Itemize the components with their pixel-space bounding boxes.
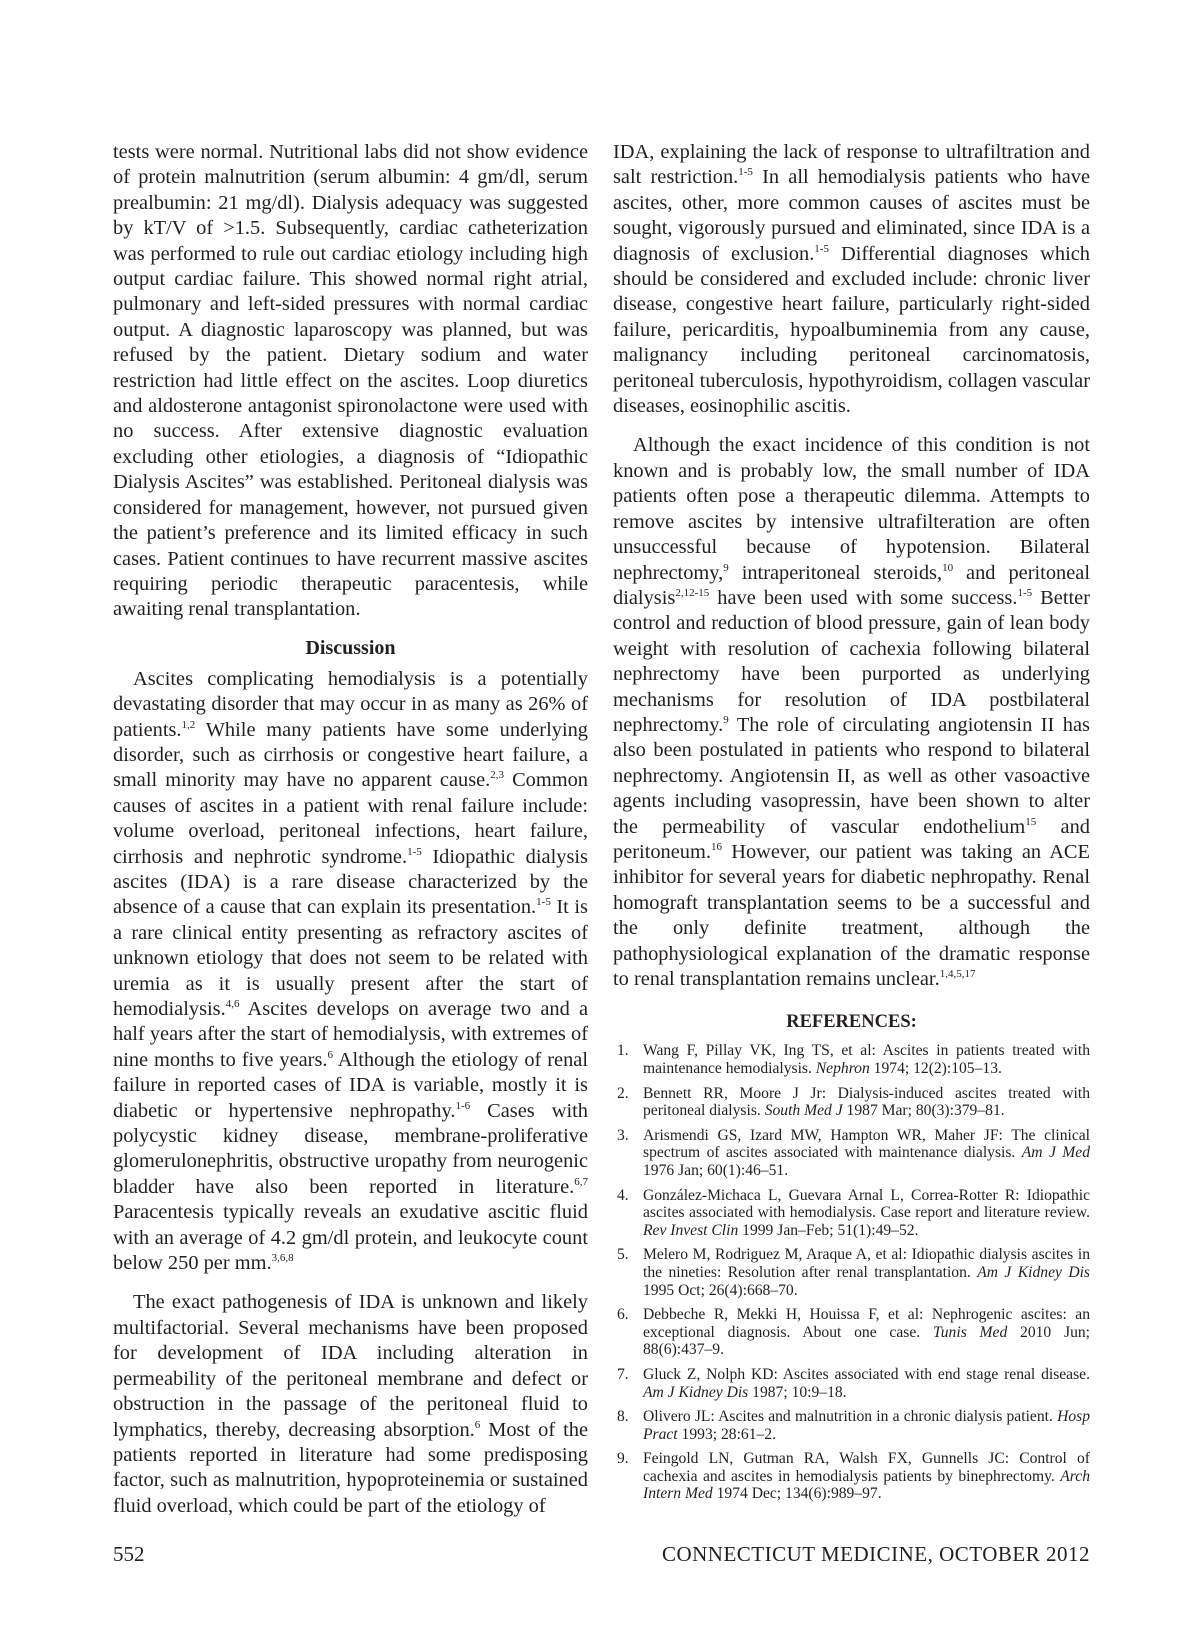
reference-details: 1987 Mar; 80(3):379–81. — [842, 1102, 1005, 1120]
reference-authors-title: Feingold LN, Gutman RA, Walsh FX, Gunnells JC: Control of cachexia and ascites in hemodialysis patients by binephrectomy. — [643, 1450, 1090, 1485]
citation: 6 — [327, 1048, 334, 1061]
citation: 6 — [474, 1418, 481, 1431]
reference-details: 1974; 12(2):105–13. — [869, 1060, 1002, 1077]
reference-number: 8. — [617, 1408, 629, 1426]
citation: 1-5 — [814, 242, 829, 255]
citation: 1-6 — [455, 1099, 471, 1112]
reference-number: 5. — [617, 1246, 629, 1264]
citation: 4,6 — [225, 998, 240, 1010]
references-list — [613, 1042, 1090, 1503]
reference-journal: Tunis Med — [932, 1323, 1008, 1341]
reference-number: 1. — [617, 1042, 629, 1060]
citation: 1-5 — [407, 845, 422, 858]
discussion-heading: Discussion — [305, 636, 396, 659]
citation: 1,4,5,17 — [939, 968, 976, 980]
reference-authors-title: Arismendi GS, Izard MW, Hampton WR, Maher JF: The clinical spectrum of ascites associated with maintenance dialysis. — [643, 1126, 1090, 1162]
reference-item — [613, 1042, 1090, 1077]
references-heading: REFERENCES: — [786, 1012, 917, 1033]
reference-authors-title: Melero M, Rodriguez M, Araque A, et al: Idiopathic dialysis ascites in the nineties: Resolution after renal transplantation. — [643, 1246, 1090, 1281]
reference-details: 1999 Jan–Feb; 51(1):49–52. — [738, 1221, 919, 1239]
citation: 10 — [942, 561, 954, 574]
reference-details: 1976 Jan; 60(1):46–51. — [643, 1161, 789, 1179]
case-continuation-paragraph: tests were normal. Nutritional labs did not show evidence of protein malnutrition (serum albumin: 4 gm/dl, serum prealbumin: 21 mg/dl). Dialysis adequacy was suggested by kT/V of >1.5. Subsequently, cardiac catheterization was performed to rule out cardiac etiology including high output cardiac failure. This showed normal right atrial, pulmonary and left-sided pressures with normal cardiac output. A diagnostic laparoscopy was planned, but was refused by the patient. Dietary sodium and water restriction had little effect on the ascites. Loop diuretics and aldosterone antagonist spironolactone were used with no success. After extensive diagnostic evaluation excluding other etiologies, a diagnosis of “Idiopathic Dialysis Ascites” was established. Peritoneal dialysis was considered for management, however, not pursued given the patient’s preference and its limited efficacy in such cases. Patient continues to have recurrent massive ascites requiring periodic therapeutic paracentesis, while awaiting renal transplantation. — [113, 141, 588, 621]
citation: 1-5 — [536, 896, 551, 909]
reference-number: 4. — [617, 1186, 629, 1204]
reference-number: 9. — [617, 1450, 629, 1468]
reference-item — [613, 1450, 1090, 1503]
left-column — [113, 140, 588, 1519]
reference-authors-title: Olivero JL: Ascites and malnutrition in a chronic dialysis patient. — [643, 1408, 1058, 1426]
reference-details: 2010 Jun; 88(6):437–9. — [643, 1323, 1090, 1359]
reference-authors-title: González-Michaca L, Guevara Arnal L, Correa-Rotter R: Idiopathic ascites associated with hemodialysis. Case report and literature review. — [643, 1186, 1090, 1222]
reference-authors-title: Wang F, Pillay VK, Ing TS, et al: Ascites in patients treated with maintenance hemodialysis. — [643, 1042, 1090, 1077]
reference-journal: Rev Invest Clin — [643, 1221, 739, 1239]
reference-journal: Nephron — [815, 1060, 870, 1077]
discussion-paragraph-3: IDA, explaining the lack of response to ultrafiltration and salt restriction.$^{1-5}$ In all hemodialysis patients who have ascites, other, more common causes of ascites must be sought, vigorously pursued and eliminated, since IDA is a diagnosis of exclusion.$^{1-5}$ Differential diagnoses which should be considered and excluded include: chronic liver disease, congestive heart failure, particularly right-sided failure, pericarditis, hypoalbuminemia from any cause, malignancy including peritoneal carcinomatosis, peritoneal tuberculosis, hypothyroidism, collagen vascular diseases, eosinophilic ascitis. — [613, 141, 1090, 418]
reference-number: 6. — [617, 1306, 629, 1324]
reference-item — [613, 1306, 1090, 1359]
reference-journal: Arch Intern Med — [643, 1467, 1090, 1503]
reference-details: 1993; 28:61–2. — [677, 1425, 776, 1443]
reference-number: 7. — [617, 1365, 629, 1383]
reference-authors-title: Bennett RR, Moore J Jr: Dialysis-induced ascites treated with peritoneal dialysis. — [643, 1084, 1090, 1120]
citation: 1-5 — [738, 166, 753, 179]
reference-authors-title: Gluck Z, Nolph KD: Ascites associated with end stage renal disease. — [643, 1365, 1090, 1383]
citation: 9 — [723, 713, 729, 726]
citation: 9 — [723, 561, 729, 574]
citation: 1,2 — [181, 718, 196, 731]
reference-item — [613, 1408, 1090, 1443]
reference-journal: Hosp Pract — [643, 1408, 1090, 1443]
discussion-paragraph-2: The exact pathogenesis of IDA is unknown and likely multifactorial. Several mechanisms have been proposed for development of IDA including alteration in permeability of the peritoneal membrane and defect or obstruction in the passage of the peritoneal fluid to lymphatics, thereby, decreasing absorption.$^6$ Most of the patients reported in literature had some predisposing factor, such as malnutrition, hypoproteinemia or sustained fluid overload, which could be part of the etiology of — [113, 1291, 588, 1517]
right-column — [613, 140, 1090, 1510]
citation: 2,12-15 — [675, 586, 710, 599]
citation: 1-5 — [1017, 586, 1033, 599]
citation: 3,6,8 — [271, 1252, 294, 1265]
citation: 15 — [1025, 815, 1037, 828]
reference-item — [613, 1246, 1090, 1299]
reference-item — [613, 1366, 1090, 1401]
citation: 2,3 — [490, 769, 505, 782]
reference-details: 1987; 10:9–18. — [748, 1383, 847, 1401]
reference-authors-title: Debbeche R, Mekki H, Houissa F, et al: Nephrogenic ascites: an exceptional diagnosis. About one case. — [643, 1306, 1090, 1341]
discussion-paragraph-4: Although the exact incidence of this condition is not known and is probably low, the small number of IDA patients often pose a therapeutic dilemma. Attempts to remove ascites by intensive ultrafilteration are often unsuccessful because of hypotension. Bilateral nephrectomy,$^9$ intraperitoneal steroids,$^{10}$ and peritoneal dialysis$^{2,12-15}$ have been used with some success.$^{1-5}$ Better control and reduction of blood pressure, gain of lean body weight with resolution of cachexia following bilateral nephrectomy have been purported as underlying mechanisms for resolution of IDA postbilateral nephrectomy.$^9$ The role of circulating angiotensin II has also been postulated in patients who respond to bilateral nephrectomy. Angiotensin II, as well as other vasoactive agents including vasopressin, have been shown to alter the permeability of vascular endothelium$^{15}$ and peritoneum.$^{16}$ However, our patient was taking an ACE inhibitor for several years for diabetic nephropathy. Renal homograft transplantation seems to be a successful and the only definite treatment, although the pathophysiological explanation of the dramatic response to renal transplantation remains unclear.$^{1,4,5,17}$ — [613, 434, 1090, 990]
reference-journal: Am J Kidney Dis — [977, 1263, 1090, 1281]
reference-journal: Am J Med — [1021, 1144, 1090, 1162]
reference-number: 3. — [617, 1126, 629, 1144]
reference-item — [613, 1187, 1090, 1240]
reference-journal: South Med J — [764, 1102, 843, 1120]
discussion-paragraph-1: Ascites complicating hemodialysis is a potentially devastating disorder that may occur in as many as 26% of patients.$^{1,2}$ While many patients have some underlying disorder, such as cirrhosis or congestive heart failure, a small minority may have no apparent cause.$^{2,3}$ Common causes of ascites in a patient with renal failure include: volume overload, peritoneal infections, heart failure, cirrhosis and nephrotic syndrome.$^{1-5}$ Idiopathic dialysis ascites (IDA) is a rare disease characterized by the absence of a cause that can explain its presentation.$^{1-5}$ It is a rare clinical entity presenting as refractory ascites of unknown etiology that does not seem to be related with uremia as it is usually present after the start of hemodialysis.$^{4,6}$ Ascites develops on average two and a half years after the start of hemodialysis, with extremes of nine months to five years.$^6$ Although the etiology of renal failure in reported cases of IDA is variable, mostly it is diabetic or hypertensive nephropathy.$^{1-6}$ Cases with polycystic kidney disease, membrane-proliferative glomerulonephritis, obstructive uropathy from neurogenic bladder have also been reported in literature.$^{6,7}$ Paracentesis typically reveals an exudative ascitic fluid with an average of 4.2 gm/dl protein, and leukocyte count below 250 per mm.$^{3,6,8}$ — [113, 667, 588, 1275]
reference-item — [613, 1085, 1090, 1120]
citation: 6,7 — [574, 1175, 588, 1188]
reference-details: 1995 Oct; 26(4):668–70. — [643, 1281, 798, 1299]
reference-item — [613, 1127, 1090, 1180]
reference-details: 1974 Dec; 134(6):989–97. — [712, 1485, 882, 1503]
reference-journal: Am J Kidney Dis — [643, 1383, 749, 1401]
reference-number: 2. — [617, 1084, 629, 1102]
page-number: 552 — [113, 1542, 145, 1566]
citation: 16 — [710, 840, 722, 853]
journal-issue: CONNECTICUT MEDICINE, OCTOBER 2012 — [661, 1542, 1090, 1566]
